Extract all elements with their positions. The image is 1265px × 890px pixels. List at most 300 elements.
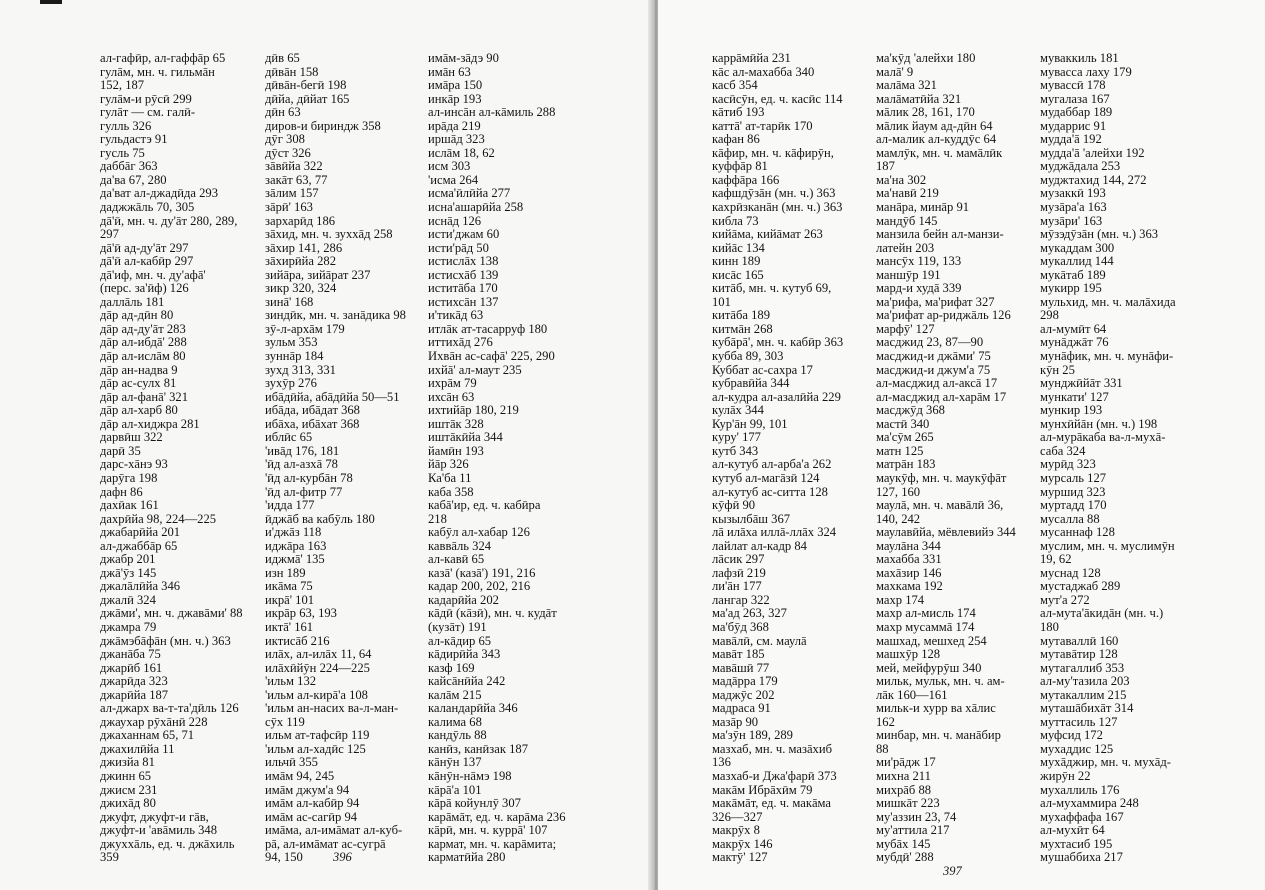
index-entry: калима 68 <box>428 714 482 729</box>
index-entry: касӣсӯн, ед. ч. касӣс 114 <box>712 91 843 106</box>
index-entry: макрӯх 8 <box>712 823 760 838</box>
index-entry: кāдирӣйа 343 <box>428 647 501 662</box>
index-entry: лафзӣ 219 <box>712 565 766 580</box>
index-entry: 187 <box>876 159 895 174</box>
index-entry: минбар, мн. ч. манāбир <box>876 728 1001 743</box>
index-entry: мушаббиха 217 <box>1040 850 1123 865</box>
index-entry: иблӣс 65 <box>265 430 313 445</box>
index-entry: джарӣйа 187 <box>100 687 169 702</box>
index-entry: дāр ад-дӣн 80 <box>100 308 174 323</box>
index-entry: дӣвāн 158 <box>265 64 319 79</box>
index-entry: ал-мута'āкидāн (мн. ч.) <box>1040 606 1164 621</box>
index-entry: мутавāтир 128 <box>1040 647 1118 662</box>
index-entry: ал-джарх ва-т-та'дӣль 126 <box>100 701 239 716</box>
index-entry: джахилӣйа 11 <box>100 741 175 756</box>
index-entry: 'ӣд ал-курбāн 78 <box>265 470 353 485</box>
index-entry: зāлим 157 <box>265 186 319 201</box>
index-entry: даджжāль 70, 305 <box>100 200 195 215</box>
index-entry: муснад 128 <box>1040 565 1101 580</box>
index-entry: мухаллиль 176 <box>1040 782 1120 797</box>
index-entry: карматӣйа 280 <box>428 850 506 865</box>
index-entry: имāм 94, 245 <box>265 768 335 783</box>
index-entry: имāм ал-кабӣр 94 <box>265 796 360 811</box>
left-page-number: 396 <box>333 850 352 864</box>
index-entry: 359 <box>100 850 119 865</box>
index-entry: 'ивāд 176, 181 <box>265 443 340 458</box>
index-entry: зāхир 141, 286 <box>265 240 343 255</box>
index-entry: кинн 189 <box>712 254 761 269</box>
index-entry: и'тикāд 63 <box>428 308 484 323</box>
index-entry: масджид 23, 87—90 <box>876 335 984 350</box>
index-entry: лā илāха иллā-ллāх 324 <box>712 525 837 540</box>
index-entry: зульм 353 <box>265 335 318 350</box>
index-entry: Ихвāн ас-сафā' 225, 290 <box>428 349 555 364</box>
index-entry: марфӯ' 127 <box>876 321 935 336</box>
index-entry: кāтиб 193 <box>712 105 765 120</box>
index-entry: кубравӣйа 344 <box>712 376 790 391</box>
index-entry: 297 <box>100 227 119 242</box>
index-entry: каба 358 <box>428 484 474 499</box>
index-entry: латейн 203 <box>876 240 935 255</box>
index-entry: исти'джам 60 <box>428 227 500 242</box>
index-entry: матрāн 183 <box>876 457 936 472</box>
right-page-column-1 <box>712 52 843 865</box>
index-entry: кийāс 134 <box>712 240 765 255</box>
index-entry: джаухар рӯхāнӣ 228 <box>100 714 208 729</box>
index-entry: кāс ал-махабба 340 <box>712 64 815 79</box>
index-entry: Куббат ас-сахра 17 <box>712 362 813 377</box>
index-entry: ал-инсāн ал-кāмиль 288 <box>428 105 556 120</box>
index-entry: маулā, мн. ч. мавāлӣ 36, <box>876 498 1004 513</box>
index-entry: мусаннаф 128 <box>1040 525 1115 540</box>
index-entry: гулāм-и рӯсӣ 299 <box>100 91 192 106</box>
index-entry: зāрӣ' 163 <box>265 200 313 215</box>
index-entry: гулль 326 <box>100 118 152 133</box>
index-entry: мунāфик, мн. ч. мунāфи- <box>1040 349 1174 364</box>
index-entry: джарӣда 323 <box>100 674 168 689</box>
index-entry: мувассӣ 178 <box>1040 78 1106 93</box>
index-entry: ма'ад 263, 327 <box>712 606 787 621</box>
index-entry: куру' 177 <box>712 430 761 445</box>
index-entry: кāрā'а 101 <box>428 782 482 797</box>
index-entry: джāми', мн. ч. джавāми' 88 <box>100 606 243 621</box>
index-entry: 140, 242 <box>876 511 921 526</box>
index-entry: да'ват ал-джадӣда 293 <box>100 186 219 201</box>
index-entry: дāр ад-ду'āт 283 <box>100 321 186 336</box>
index-entry: рā, ал-имāмат ас-сугрā <box>265 836 386 851</box>
index-entry: ли'āн 177 <box>712 579 762 594</box>
index-entry: мубāх 145 <box>876 836 931 851</box>
index-entry: ма'на 302 <box>876 172 927 187</box>
index-entry: мукирр 195 <box>1040 281 1102 296</box>
index-entry: ма'сӯм 265 <box>876 430 934 445</box>
index-entry: истисхāб 139 <box>428 267 499 282</box>
index-entry: дāр ал-ибдā' 288 <box>100 335 187 350</box>
index-entry: мазхаб, мн. ч. мазāхиб <box>712 741 832 756</box>
index-entry: дахрӣйа 98, 224—225 <box>100 511 217 526</box>
index-entry: мей, мейфурӯш 340 <box>876 660 982 675</box>
index-entry: дӯг 308 <box>265 132 305 147</box>
index-entry: ибāдӣйа, абāдӣйа 50—51 <box>265 389 400 404</box>
index-entry: матн 125 <box>876 443 924 458</box>
index-entry: 298 <box>1040 308 1059 323</box>
index-entry: карāмāт, ед. ч. карāма 236 <box>428 809 566 824</box>
index-entry: итлāк ат-тасарруф 180 <box>428 321 548 336</box>
index-entry: ми'рāдж 17 <box>876 755 936 770</box>
index-entry: ал-джаббāр 65 <box>100 538 178 553</box>
index-entry: мункир 193 <box>1040 403 1103 418</box>
index-entry: джарӣб 161 <box>100 660 163 675</box>
index-entry: казā' (казā') 191, 216 <box>428 565 536 580</box>
index-entry: мунхӣйāн (мн. ч.) 198 <box>1040 416 1158 431</box>
index-entry: дāр ан-надва 9 <box>100 362 178 377</box>
index-entry: касб 354 <box>712 78 758 93</box>
index-entry: кубба 89, 303 <box>712 349 784 364</box>
index-entry: 19, 62 <box>1040 552 1072 567</box>
index-entry: маулāна 344 <box>876 538 941 553</box>
right-page <box>658 0 1265 890</box>
index-entry: джинн 65 <box>100 768 152 783</box>
index-entry: кутуб ал-магāзӣ 124 <box>712 470 820 485</box>
index-entry: кāрӣ, мн. ч. куррā' 107 <box>428 823 548 838</box>
index-entry: джамра 79 <box>100 619 157 634</box>
index-entry: сӯх 119 <box>265 714 305 729</box>
index-entry: муршид 323 <box>1040 484 1106 499</box>
index-entry: даббāг 363 <box>100 159 158 174</box>
index-entry: маджӯс 202 <box>712 687 775 702</box>
index-entry: махāзир 146 <box>876 565 942 580</box>
index-entry: зухд 313, 331 <box>265 362 336 377</box>
index-entry: дā'ӣ ад-ду'āт 297 <box>100 240 189 255</box>
index-entry: джанāба 75 <box>100 647 161 662</box>
index-entry: казф 169 <box>428 660 475 675</box>
index-entry: машхад, мешхед 254 <box>876 633 987 648</box>
index-entry: кабӯл ал-хабар 126 <box>428 525 530 540</box>
index-entry: каррāмӣйа 231 <box>712 51 791 65</box>
index-entry: мавāт 185 <box>712 647 765 662</box>
index-entry: йамӣн 193 <box>428 443 484 458</box>
index-entry: муджāдала 253 <box>1040 159 1121 174</box>
index-entry: кайсāнӣйа 242 <box>428 674 506 689</box>
index-entry: мӯзэдӯзāн (мн. ч.) 363 <box>1040 227 1159 242</box>
index-entry: кахрӣзканāн (мн. ч.) 363 <box>712 200 843 215</box>
index-entry: ал-кудра ал-азалӣйа 229 <box>712 389 841 404</box>
index-entry: му'аззин 23, 74 <box>876 809 957 824</box>
index-entry: ал-мухаммира 248 <box>1040 796 1139 811</box>
index-entry: макāмāт, ед. ч. макāма <box>712 796 832 811</box>
index-entry: кӯн 25 <box>1040 362 1075 377</box>
index-entry: михрāб 88 <box>876 782 932 797</box>
index-entry: кибла 73 <box>712 213 759 228</box>
index-entry: ибāха, ибāхат 368 <box>265 416 360 431</box>
index-entry: ихрāм 79 <box>428 376 477 391</box>
index-entry: имāра 150 <box>428 78 483 93</box>
index-entry: масджид-и джум'а 75 <box>876 362 991 377</box>
index-entry: 88 <box>876 741 889 756</box>
index-entry: 'ильм ан-насих ва-л-ман- <box>265 701 399 716</box>
index-entry: кабā'ир, ед. ч. кабӣра <box>428 498 541 513</box>
index-entry: мухаффафа 167 <box>1040 809 1124 824</box>
index-entry: 'ильм ал-кирā'а 108 <box>265 687 368 702</box>
index-entry: ал-гафӣр, ал-гаффāр 65 <box>100 51 226 65</box>
index-entry: саба 324 <box>1040 443 1086 458</box>
index-entry: кисāс 165 <box>712 267 764 282</box>
index-entry: мунджӣйāт 331 <box>1040 376 1123 391</box>
index-entry: дӣйа, дӣйат 165 <box>265 91 350 106</box>
index-entry: инкāр 193 <box>428 91 482 106</box>
right-page-column-3 <box>1040 52 1176 865</box>
index-entry: дарӣ 35 <box>100 443 141 458</box>
index-entry: имāма, ал-имāмат ал-куб- <box>265 823 403 838</box>
index-entry: мугалаза 167 <box>1040 91 1110 106</box>
index-entry: гусль 75 <box>100 145 145 160</box>
index-entry: ильм ат-тафсӣр 119 <box>265 728 370 743</box>
index-entry: джабарӣйа 201 <box>100 525 181 540</box>
index-entry: кадар 200, 202, 216 <box>428 579 531 594</box>
index-entry: дӣв 65 <box>265 51 300 65</box>
index-entry: мавāлӣ, см. маулā <box>712 633 807 648</box>
index-entry: муташāбихāт 314 <box>1040 701 1134 716</box>
index-entry: жирӯн 22 <box>1040 768 1091 783</box>
index-entry: имāм ас-сагӣр 94 <box>265 809 358 824</box>
index-entry: мард-и худā 339 <box>876 281 962 296</box>
index-entry: (кузāт) 191 <box>428 619 487 634</box>
index-entry: лāк 160—161 <box>876 687 948 702</box>
index-entry: каттā' ат-тарӣк 170 <box>712 118 813 133</box>
index-entry: ильчӣ 355 <box>265 755 318 770</box>
index-entry: 'ильм ал-хадӣс 125 <box>265 741 366 756</box>
index-entry: манзила бейн ал-манзи- <box>876 227 1004 242</box>
index-entry: ал-кāдир 65 <box>428 633 492 648</box>
index-entry: ал-мурāкаба ва-л-мухā- <box>1040 430 1166 445</box>
index-entry: исм 303 <box>428 159 471 174</box>
index-entry: ибāда, ибāдат 368 <box>265 403 360 418</box>
index-entry: зāвӣйа 322 <box>265 159 323 174</box>
left-page-column-3 <box>428 52 566 865</box>
index-entry: йāр 326 <box>428 457 469 472</box>
index-entry: имāм джум'а 94 <box>265 782 350 797</box>
index-entry: мульхид, мн. ч. малāхида <box>1040 294 1176 309</box>
index-entry: кӯфӣ 90 <box>712 498 756 513</box>
index-entry: кызылбāш 367 <box>712 511 791 526</box>
index-entry: и'джāз 118 <box>265 525 322 540</box>
index-entry: дарвӣш 322 <box>100 430 163 445</box>
index-entry: мухаддис 125 <box>1040 741 1114 756</box>
index-entry: муртадд 170 <box>1040 498 1107 513</box>
index-entry: иршāд 323 <box>428 132 485 147</box>
index-entry: канӣз, канӣзак 187 <box>428 741 528 756</box>
index-entry: дā'ӣ, мн. ч. ду'āт 280, 289, <box>100 213 238 228</box>
index-entry: кутб 343 <box>712 443 759 458</box>
index-entry: 'идда 177 <box>265 498 315 513</box>
index-entry: ал-му'тазила 203 <box>1040 674 1130 689</box>
index-entry: мутаваллӣ 160 <box>1040 633 1119 648</box>
index-entry: джуфт, джуфт-и гāв, <box>100 809 209 824</box>
index-entry: джалāлӣйа 346 <box>100 579 181 594</box>
index-entry: зуннāр 184 <box>265 349 324 364</box>
index-entry: зархарӣд 186 <box>265 213 336 228</box>
index-entry: джихāд 80 <box>100 796 156 811</box>
index-entry: джизйа 81 <box>100 755 155 770</box>
index-entry: ал-масджид ал-харāм 17 <box>876 389 1007 404</box>
index-entry: мазāр 90 <box>712 714 759 729</box>
index-entry: кāнӯн-нāмэ 198 <box>428 768 512 783</box>
index-entry: кāрā койунлӯ 307 <box>428 796 521 811</box>
index-entry: ислāм 18, 62 <box>428 145 495 160</box>
index-entry: имāн 63 <box>428 64 471 79</box>
index-entry: джāмэбāфāн (мн. ч.) 363 <box>100 633 231 648</box>
index-entry: исма'ӣлӣйа 277 <box>428 186 511 201</box>
index-entry: ма'рифат ар-риджāль 126 <box>876 308 1011 323</box>
index-entry: куффāр 81 <box>712 159 768 174</box>
index-entry: кафшдӯзāн (мн. ч.) 363 <box>712 186 836 201</box>
index-entry: истислāх 138 <box>428 254 499 269</box>
index-entry: Ка'ба 11 <box>428 470 472 485</box>
index-entry: джалӣ 324 <box>100 592 156 607</box>
index-entry: икрā' 101 <box>265 592 315 607</box>
index-entry: 127, 160 <box>876 484 921 499</box>
index-entry: иштāкӣйа 344 <box>428 430 503 445</box>
index-entry: диров-и бириндж 358 <box>265 118 381 133</box>
index-entry: зийāра, зийāрат 237 <box>265 267 371 282</box>
index-entry: кāнӯн 137 <box>428 755 482 770</box>
index-entry: гулāм, мн. ч. гильмāн <box>100 64 215 79</box>
index-entry: каввāль 324 <box>428 538 492 553</box>
index-entry: макāм Ибрāхӣм 79 <box>712 782 813 797</box>
index-entry: зухӯр 276 <box>265 376 317 391</box>
index-entry: 94, 150 <box>265 850 303 865</box>
index-entry: мударрис 91 <box>1040 118 1107 133</box>
index-entry: ал-масджид ал-аксā 17 <box>876 376 998 391</box>
index-entry: дāр ал-хиджра 281 <box>100 416 200 431</box>
index-entry: кубāрā', мн. ч. кабӣр 363 <box>712 335 844 350</box>
index-entry: кадарӣйа 202 <box>428 592 499 607</box>
index-entry: мукāтаб 189 <box>1040 267 1106 282</box>
index-entry: михна 211 <box>876 768 931 783</box>
index-entry: музаккӣ 193 <box>1040 186 1106 201</box>
index-entry: ма'навӣ 219 <box>876 186 939 201</box>
index-entry: 326—327 <box>712 809 763 824</box>
index-entry: махр 174 <box>876 592 925 607</box>
index-entry: масджӯд 368 <box>876 403 945 418</box>
index-entry: истихсāн 137 <box>428 294 499 309</box>
index-entry: мāлик йаум ад-дӣн 64 <box>876 118 993 133</box>
index-entry: китāб, мн. ч. кутуб 69, <box>712 281 832 296</box>
index-entry: махр ал-мисль 174 <box>876 606 976 621</box>
index-entry: мунāджāт 76 <box>1040 335 1109 350</box>
index-entry: гульдастэ 91 <box>100 132 168 147</box>
index-entry: муттасиль 127 <box>1040 714 1118 729</box>
index-entry: муфсид 172 <box>1040 728 1103 743</box>
index-entry: лāсик 297 <box>712 552 765 567</box>
index-entry: лайлат ал-кадр 84 <box>712 538 807 553</box>
index-entry: мāлик 28, 161, 170 <box>876 105 975 120</box>
scan-artifact <box>40 0 62 4</box>
index-entry: дӣвāн-бегӣ 198 <box>265 78 347 93</box>
index-entry: ихйā' ал-маут 235 <box>428 362 522 377</box>
index-entry: мудда'ā 192 <box>1040 132 1102 147</box>
index-entry: маукӯф, мн. ч. маукӯфāт <box>876 470 1007 485</box>
index-entry: мудда'ā 'алейхи 192 <box>1040 145 1145 160</box>
index-entry: 101 <box>712 294 731 309</box>
index-entry: гулāт — см. галӣ- <box>100 105 196 120</box>
index-entry: мукаддам 300 <box>1040 240 1115 255</box>
index-entry: изн 189 <box>265 565 306 580</box>
left-page-column-1 <box>100 52 243 865</box>
right-page-number: 397 <box>943 864 962 878</box>
index-entry: мадраса 91 <box>712 701 771 716</box>
index-entry: кандӯль 88 <box>428 728 487 743</box>
index-entry: махабба 331 <box>876 552 942 567</box>
index-entry: зāхид, мн. ч. зуххāд 258 <box>265 227 393 242</box>
index-entry: кулāх 344 <box>712 403 764 418</box>
index-entry: джисм 231 <box>100 782 158 797</box>
index-entry: дāр ал-харб 80 <box>100 403 178 418</box>
index-entry: малāматӣйа 321 <box>876 91 962 106</box>
index-entry: иктā' 161 <box>265 619 314 634</box>
index-entry: музāра'а 163 <box>1040 200 1107 215</box>
index-entry: икāма 75 <box>265 579 313 594</box>
index-entry: мавāшӣ 77 <box>712 660 770 675</box>
index-entry: китмāн 268 <box>712 321 773 336</box>
index-entry: макрӯх 146 <box>712 836 773 851</box>
index-entry: кафан 86 <box>712 132 760 147</box>
index-entry: дахӣак 161 <box>100 498 159 513</box>
index-entry: дафн 86 <box>100 484 143 499</box>
index-entry: мункати' 127 <box>1040 389 1109 404</box>
index-entry: лангар 322 <box>712 592 770 607</box>
index-entry: масджид-и джāми' 75 <box>876 349 991 364</box>
index-entry: даллāль 181 <box>100 294 165 309</box>
index-entry: мадāрра 179 <box>712 674 778 689</box>
index-entry: 152, 187 <box>100 78 145 93</box>
index-entry: иджмā' 135 <box>265 552 325 567</box>
index-entry: мурсаль 127 <box>1040 470 1107 485</box>
index-entry: дā'ӣ ал-кабӣр 297 <box>100 254 194 269</box>
index-entry: да'ва 67, 280 <box>100 172 167 187</box>
index-entry: мильк-и хурр ва хāлис <box>876 701 996 716</box>
index-entry: манāра, минāр 91 <box>876 200 970 215</box>
index-entry: 136 <box>712 755 731 770</box>
index-entry: маулавӣйа, мёвлевийэ 344 <box>876 525 1016 540</box>
index-entry: иститāба 170 <box>428 281 498 296</box>
index-entry: 218 <box>428 511 447 526</box>
index-entry: махр мусаммā 174 <box>876 619 975 634</box>
index-entry: дāр ал-ислāм 80 <box>100 349 186 364</box>
index-entry: маншӯр 191 <box>876 267 941 282</box>
index-entry: дāр ал-фанā' 321 <box>100 389 189 404</box>
index-entry: дӣн 63 <box>265 105 301 120</box>
index-entry: мурӣд 323 <box>1040 457 1096 472</box>
index-entry: зӯ-л-архāм 179 <box>265 321 345 336</box>
index-entry: мансӯх 119, 133 <box>876 254 962 269</box>
index-entry: 'исма 264 <box>428 172 479 187</box>
index-entry: мазхаб-и Джа'фарӣ 373 <box>712 768 837 783</box>
index-entry: ал-малик ал-куддӯс 64 <box>876 132 997 147</box>
index-entry: иснāд 126 <box>428 213 482 228</box>
index-entry: музāри' 163 <box>1040 213 1103 228</box>
index-entry: ма'зӯн 189, 289 <box>712 728 793 743</box>
index-entry: зинā' 168 <box>265 294 314 309</box>
index-entry: каландарӣйа 346 <box>428 701 518 716</box>
index-entry: 'ильм 132 <box>265 674 317 689</box>
index-entry: исти'рāд 50 <box>428 240 489 255</box>
index-entry: ма'бӯд 368 <box>712 619 769 634</box>
index-entry: мактӯ' 127 <box>712 850 768 865</box>
right-page-column-2 <box>876 52 1016 865</box>
index-entry: дӯст 326 <box>265 145 311 160</box>
index-entry: дарс-хāнэ 93 <box>100 457 168 472</box>
